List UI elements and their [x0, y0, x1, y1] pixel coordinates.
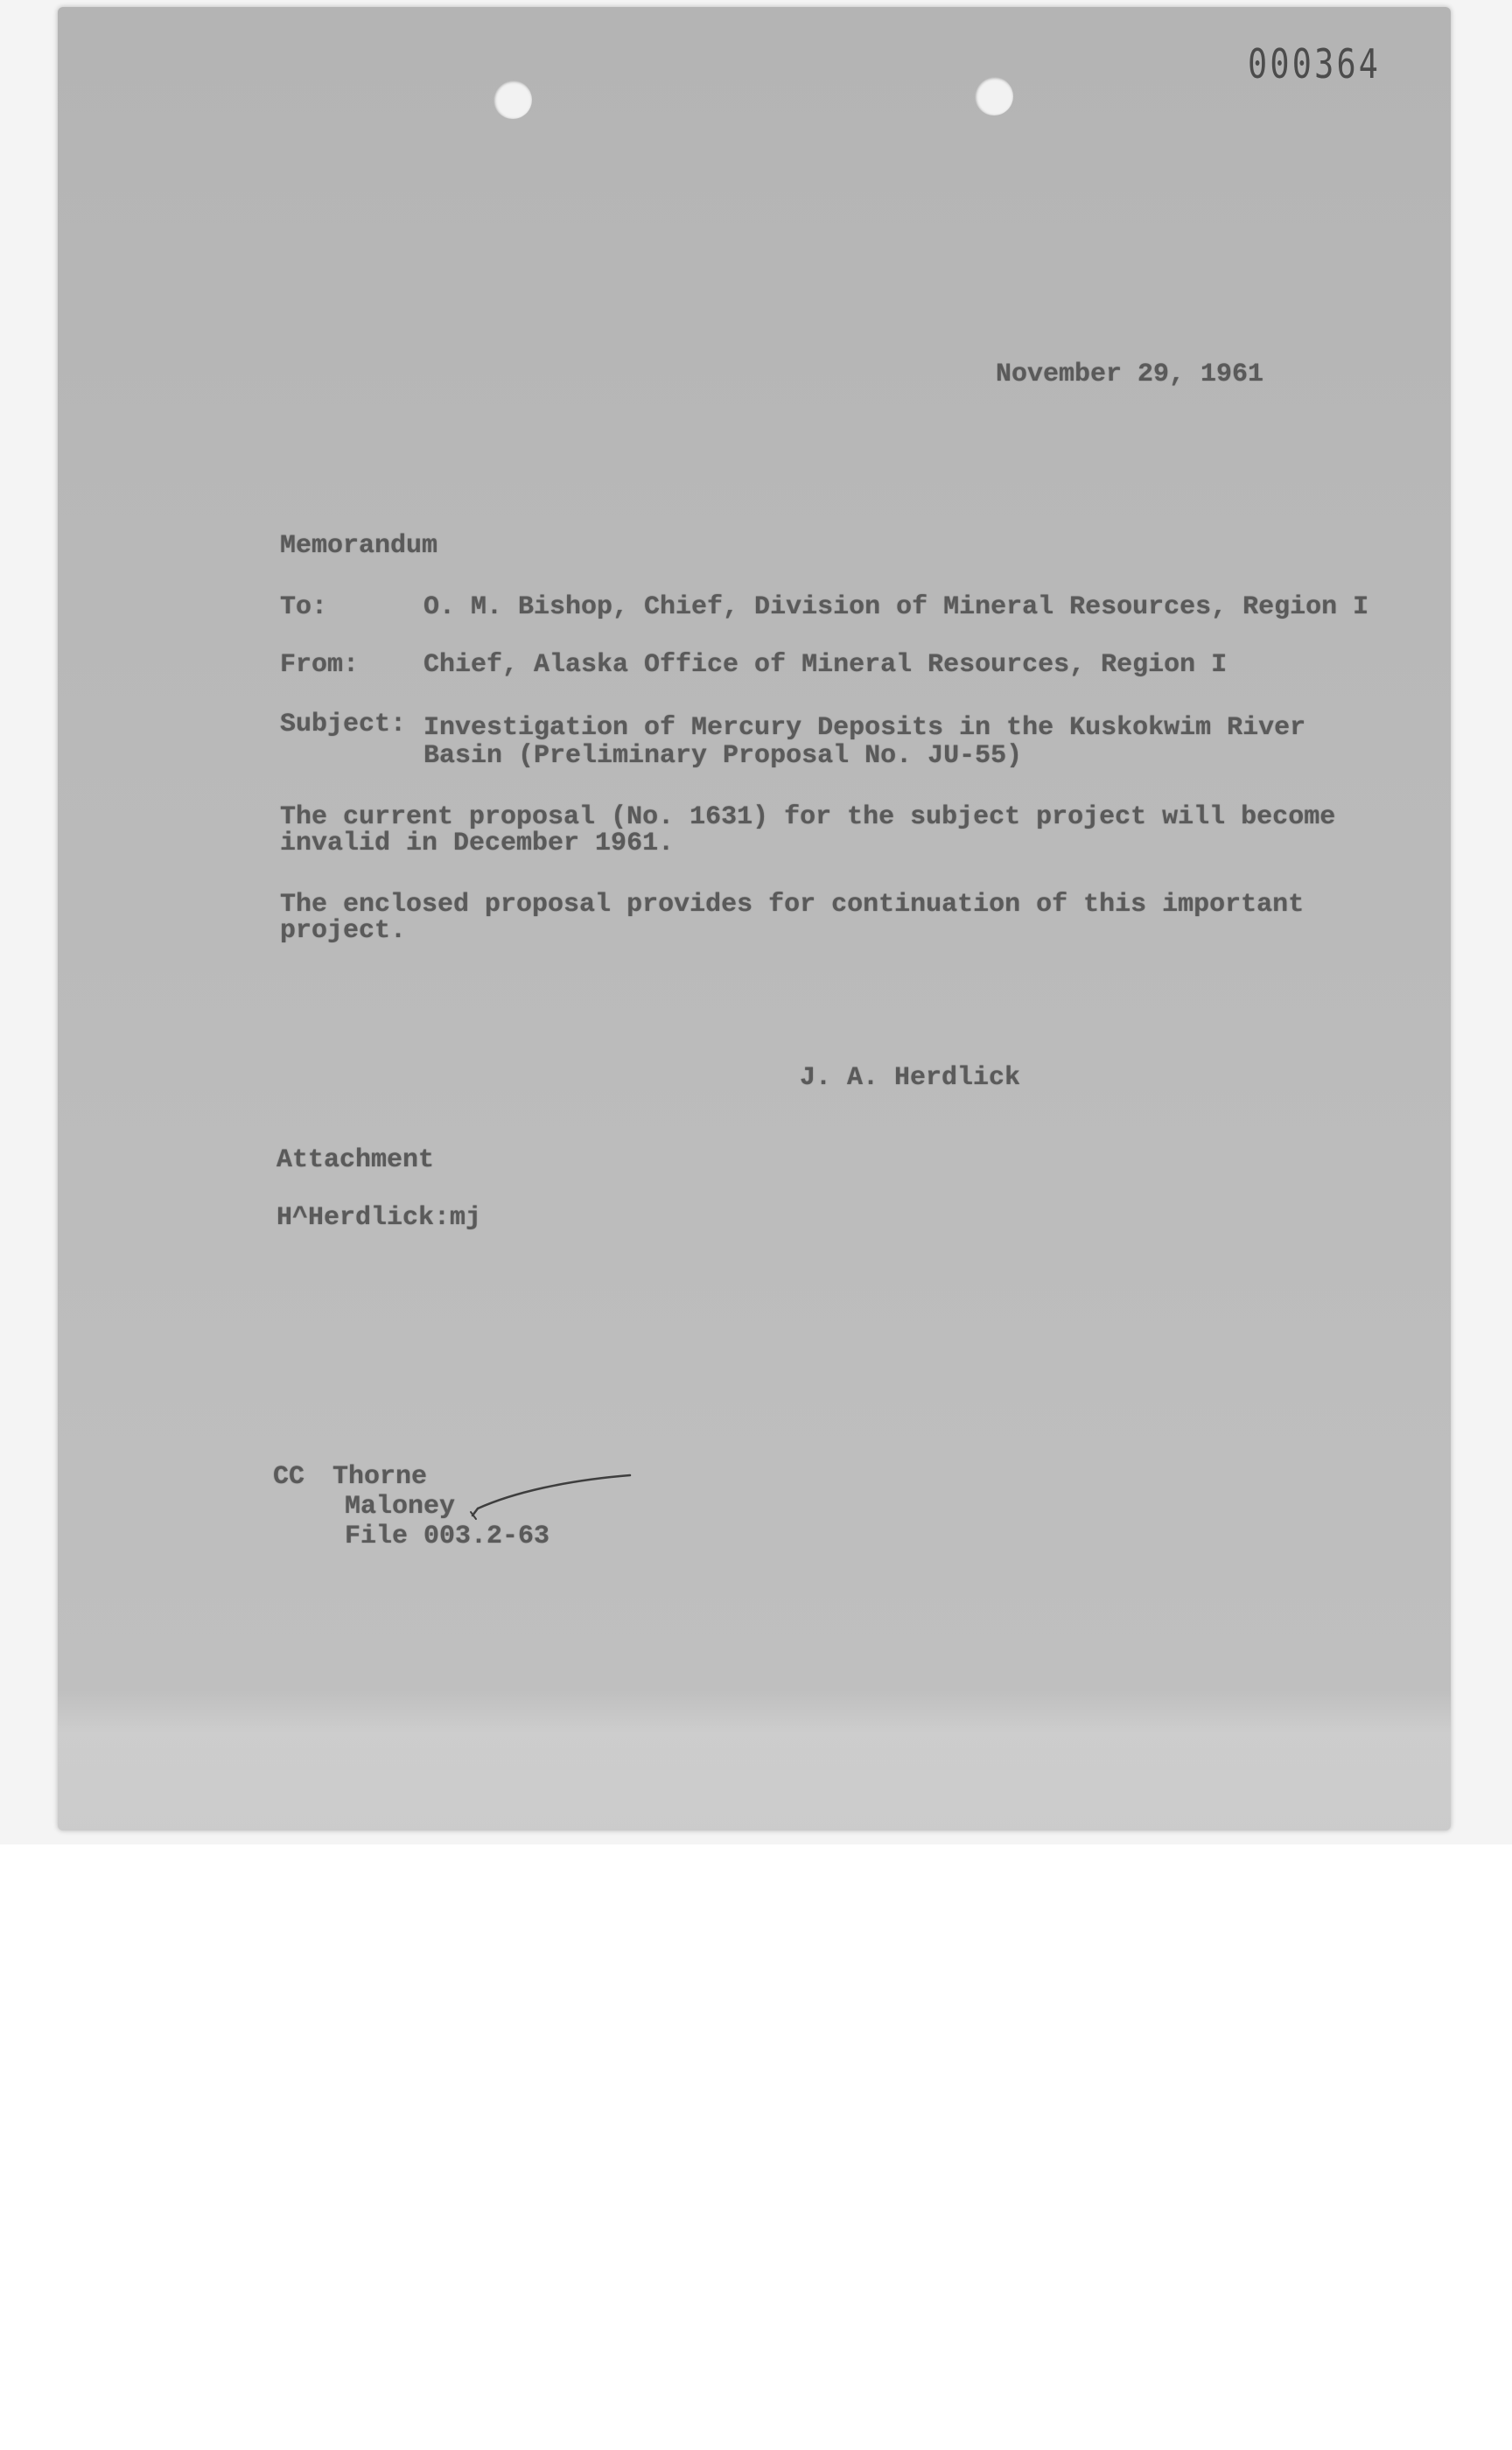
punch-hole-right [975, 77, 1013, 116]
cc-recipient-thorne: Thorne [332, 1462, 428, 1492]
punch-hole-left [494, 80, 532, 119]
subject-line-2: Basin (Preliminary Proposal No. JU-55) [424, 741, 1023, 771]
typist-initials: H^Herdlick:mj [276, 1203, 482, 1233]
page-bottom-fold [58, 1690, 1451, 1830]
memo-date: November 29, 1961 [996, 360, 1264, 389]
from-label: From: [280, 650, 360, 680]
document-number-stamp: 000364 [1247, 40, 1381, 88]
to-label: To: [280, 592, 328, 622]
memo-page [58, 7, 1451, 1830]
subject-line-1: Investigation of Mercury Deposits in the Kuskokwim River [424, 713, 1306, 743]
from-value: Chief, Alaska Office of Mineral Resources, Region I [424, 650, 1228, 680]
cc-label: CC [273, 1462, 305, 1492]
paragraph-1-line-1: The current proposal (No. 1631) for the subject project will become [280, 802, 1336, 832]
paragraph-2-line-1: The enclosed proposal provides for continuation of this important [280, 890, 1305, 920]
signer-name: J. A. Herdlick [800, 1063, 1021, 1093]
paragraph-2-line-2: project. [280, 916, 407, 946]
attachment-note: Attachment [276, 1145, 435, 1175]
cc-recipient-maloney: Maloney [345, 1492, 456, 1522]
subject-label: Subject: [280, 710, 407, 739]
paragraph-1-line-2: invalid in December 1961. [280, 829, 675, 858]
handwritten-check-mark [469, 1474, 635, 1522]
cc-file-reference: File 003.2-63 [345, 1522, 550, 1551]
to-value: O. M. Bishop, Chief, Division of Mineral Resources, Region I [424, 592, 1369, 622]
memo-heading: Memorandum [280, 531, 438, 561]
